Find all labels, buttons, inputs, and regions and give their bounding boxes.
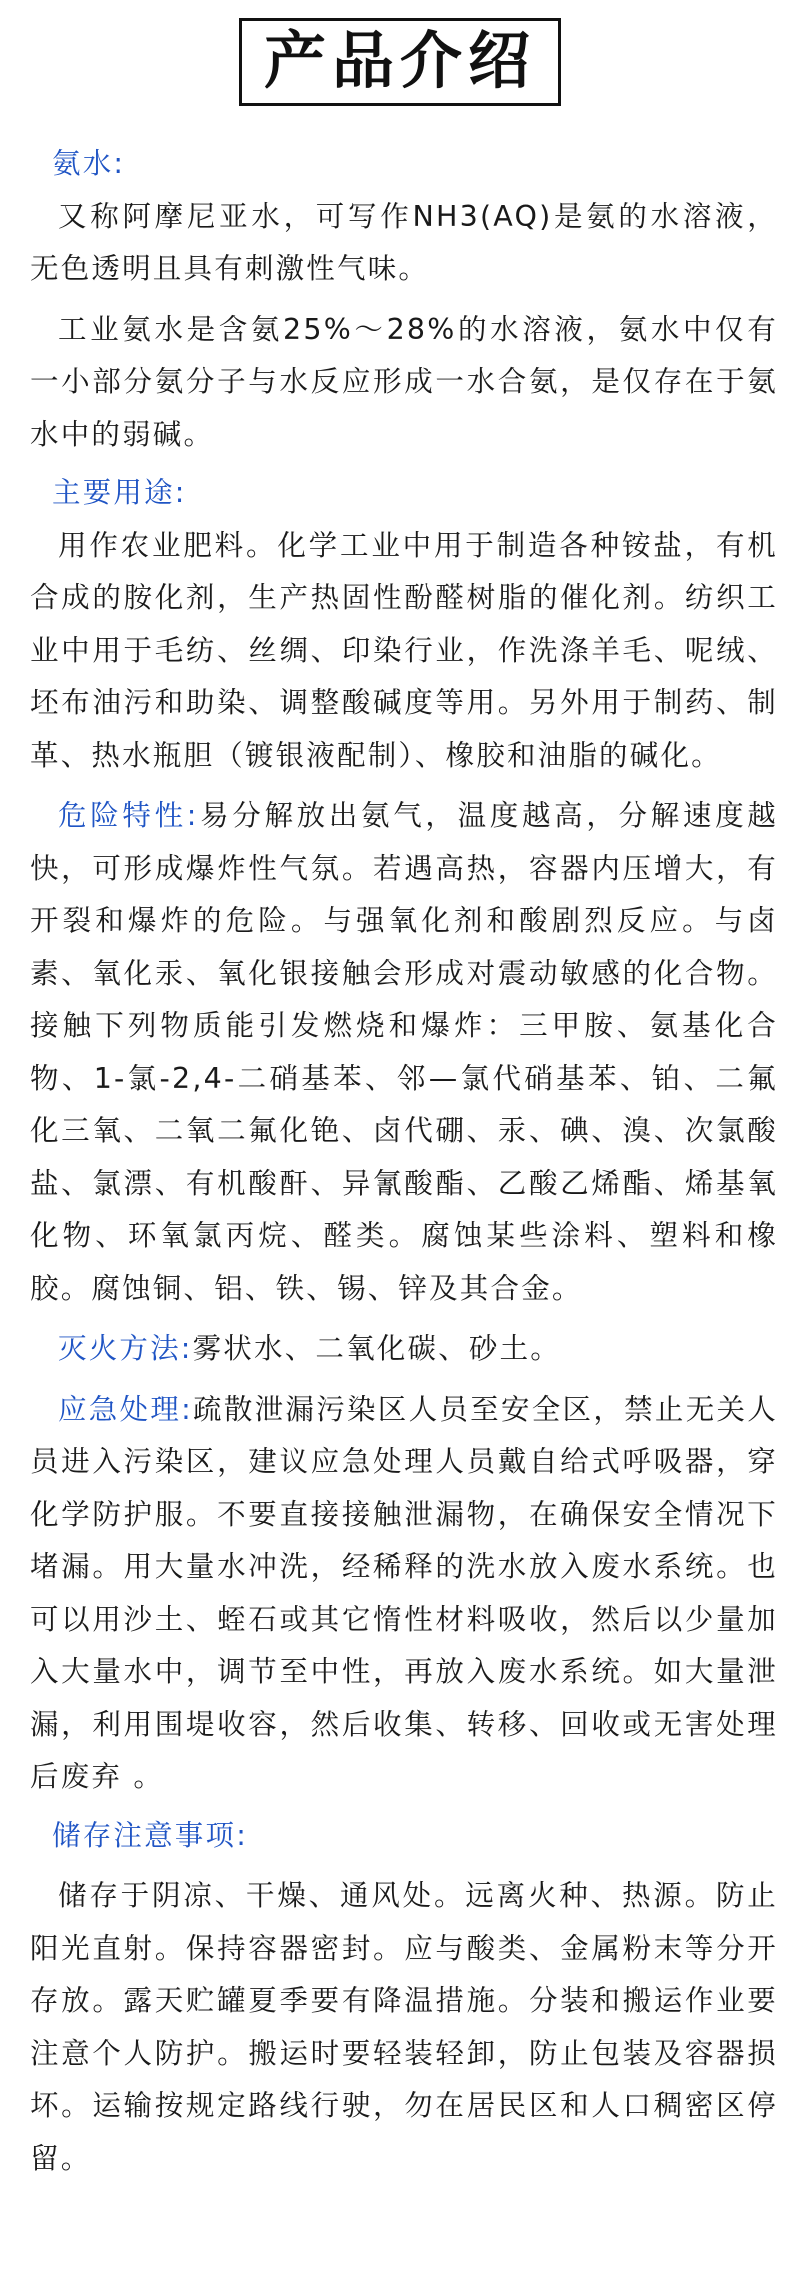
content-body — [30, 138, 778, 2185]
hazard-paragraph — [30, 790, 778, 1315]
hazard-text: 易分解放出氨气，温度越高，分解速度越快，可形成爆炸性气氛。若遇高热，容器内压增大，有开裂和爆炸的危险。与强氧化剂和酸剧烈反应。与卤素、氧化汞、氧化银接触会形成对震动敏感的化合物。接触下列物质能引发燃烧和爆炸：三甲胺、氨基化合物、1-氯-2,4-二硝基苯、邻—氯代硝基苯、铂、二氟化三氧、二氧二氟化铯、卤代硼、汞、碘、溴、次氯酸盐、氯漂、有机酸酐、异氰酸酯、乙酸乙烯酯、烯基氧化物、环氧氯丙烷、醛类。腐蚀某些涂料、塑料和橡胶。腐蚀铜、铝、铁、锡、锌及其合金。 — [30, 799, 779, 1305]
section-heading-uses: 主要用途: — [52, 476, 187, 509]
fire-text: 雾状水、二氧化碳、砂土。 — [192, 1332, 562, 1365]
title-area — [0, 18, 800, 106]
ammonia-paragraph-1: 又称阿摩尼亚水，可写作NH3(AQ)是氨的水溶液，无色透明且具有刺激性气味。 — [30, 199, 778, 285]
uses-paragraph: 用作农业肥料。化学工业中用于制造各种铵盐，有机合成的胺化剂，生产热固性酚醛树脂的催化剂。纺织工业中用于毛纺、丝绸、印染行业，作洗涤羊毛、呢绒、坯布油污和助染、调整酸碱度等用。另外用于制药、制革、热水瓶胆（镀银液配制）、橡胶和油脂的碱化。 — [30, 528, 778, 772]
ammonia-paragraph-2: 工业氨水是含氨25%～28%的水溶液，氨水中仅有一小部分氨分子与水反应形成一水合氨，是仅存在于氨水中的弱碱。 — [30, 312, 778, 451]
section-heading-ammonia: 氨水: — [52, 147, 126, 180]
section-heading-storage: 储存注意事项: — [52, 1818, 249, 1852]
emergency-label: 应急处理: — [58, 1392, 193, 1426]
fire-label: 灭火方法: — [58, 1332, 193, 1365]
fire-paragraph — [30, 1323, 778, 1376]
emergency-text: 疏散泄漏污染区人员至安全区，禁止无关人员进入污染区，建议应急处理人员戴自给式呼吸器，穿化学防护服。不要直接接触泄漏物，在确保安全情况下堵漏。用大量水冲洗，经稀释的洗水放入废水系统。也可以用沙土、蛭石或其它惰性材料吸收，然后以少量加入大量水中，调节至中性，再放入废水系统。如大量泄漏，利用围堤收容，然后收集、转移、回收或无害处理后废弃 。 — [30, 1392, 778, 1793]
hazard-label: 危险特性: — [58, 799, 199, 832]
page-title: 产品介绍 — [239, 18, 561, 106]
emergency-paragraph — [30, 1384, 778, 1804]
storage-paragraph: 储存于阴凉、干燥、通风处。远离火种、热源。防止阳光直射。保持容器密封。应与酸类、金属粉末等分开存放。露天贮罐夏季要有降温措施。分装和搬运作业要注意个人防护。搬运时要轻装轻卸，防止包装及容器损坏。运输按规定路线行驶，勿在居民区和人口稠密区停留。 — [30, 1879, 778, 2175]
